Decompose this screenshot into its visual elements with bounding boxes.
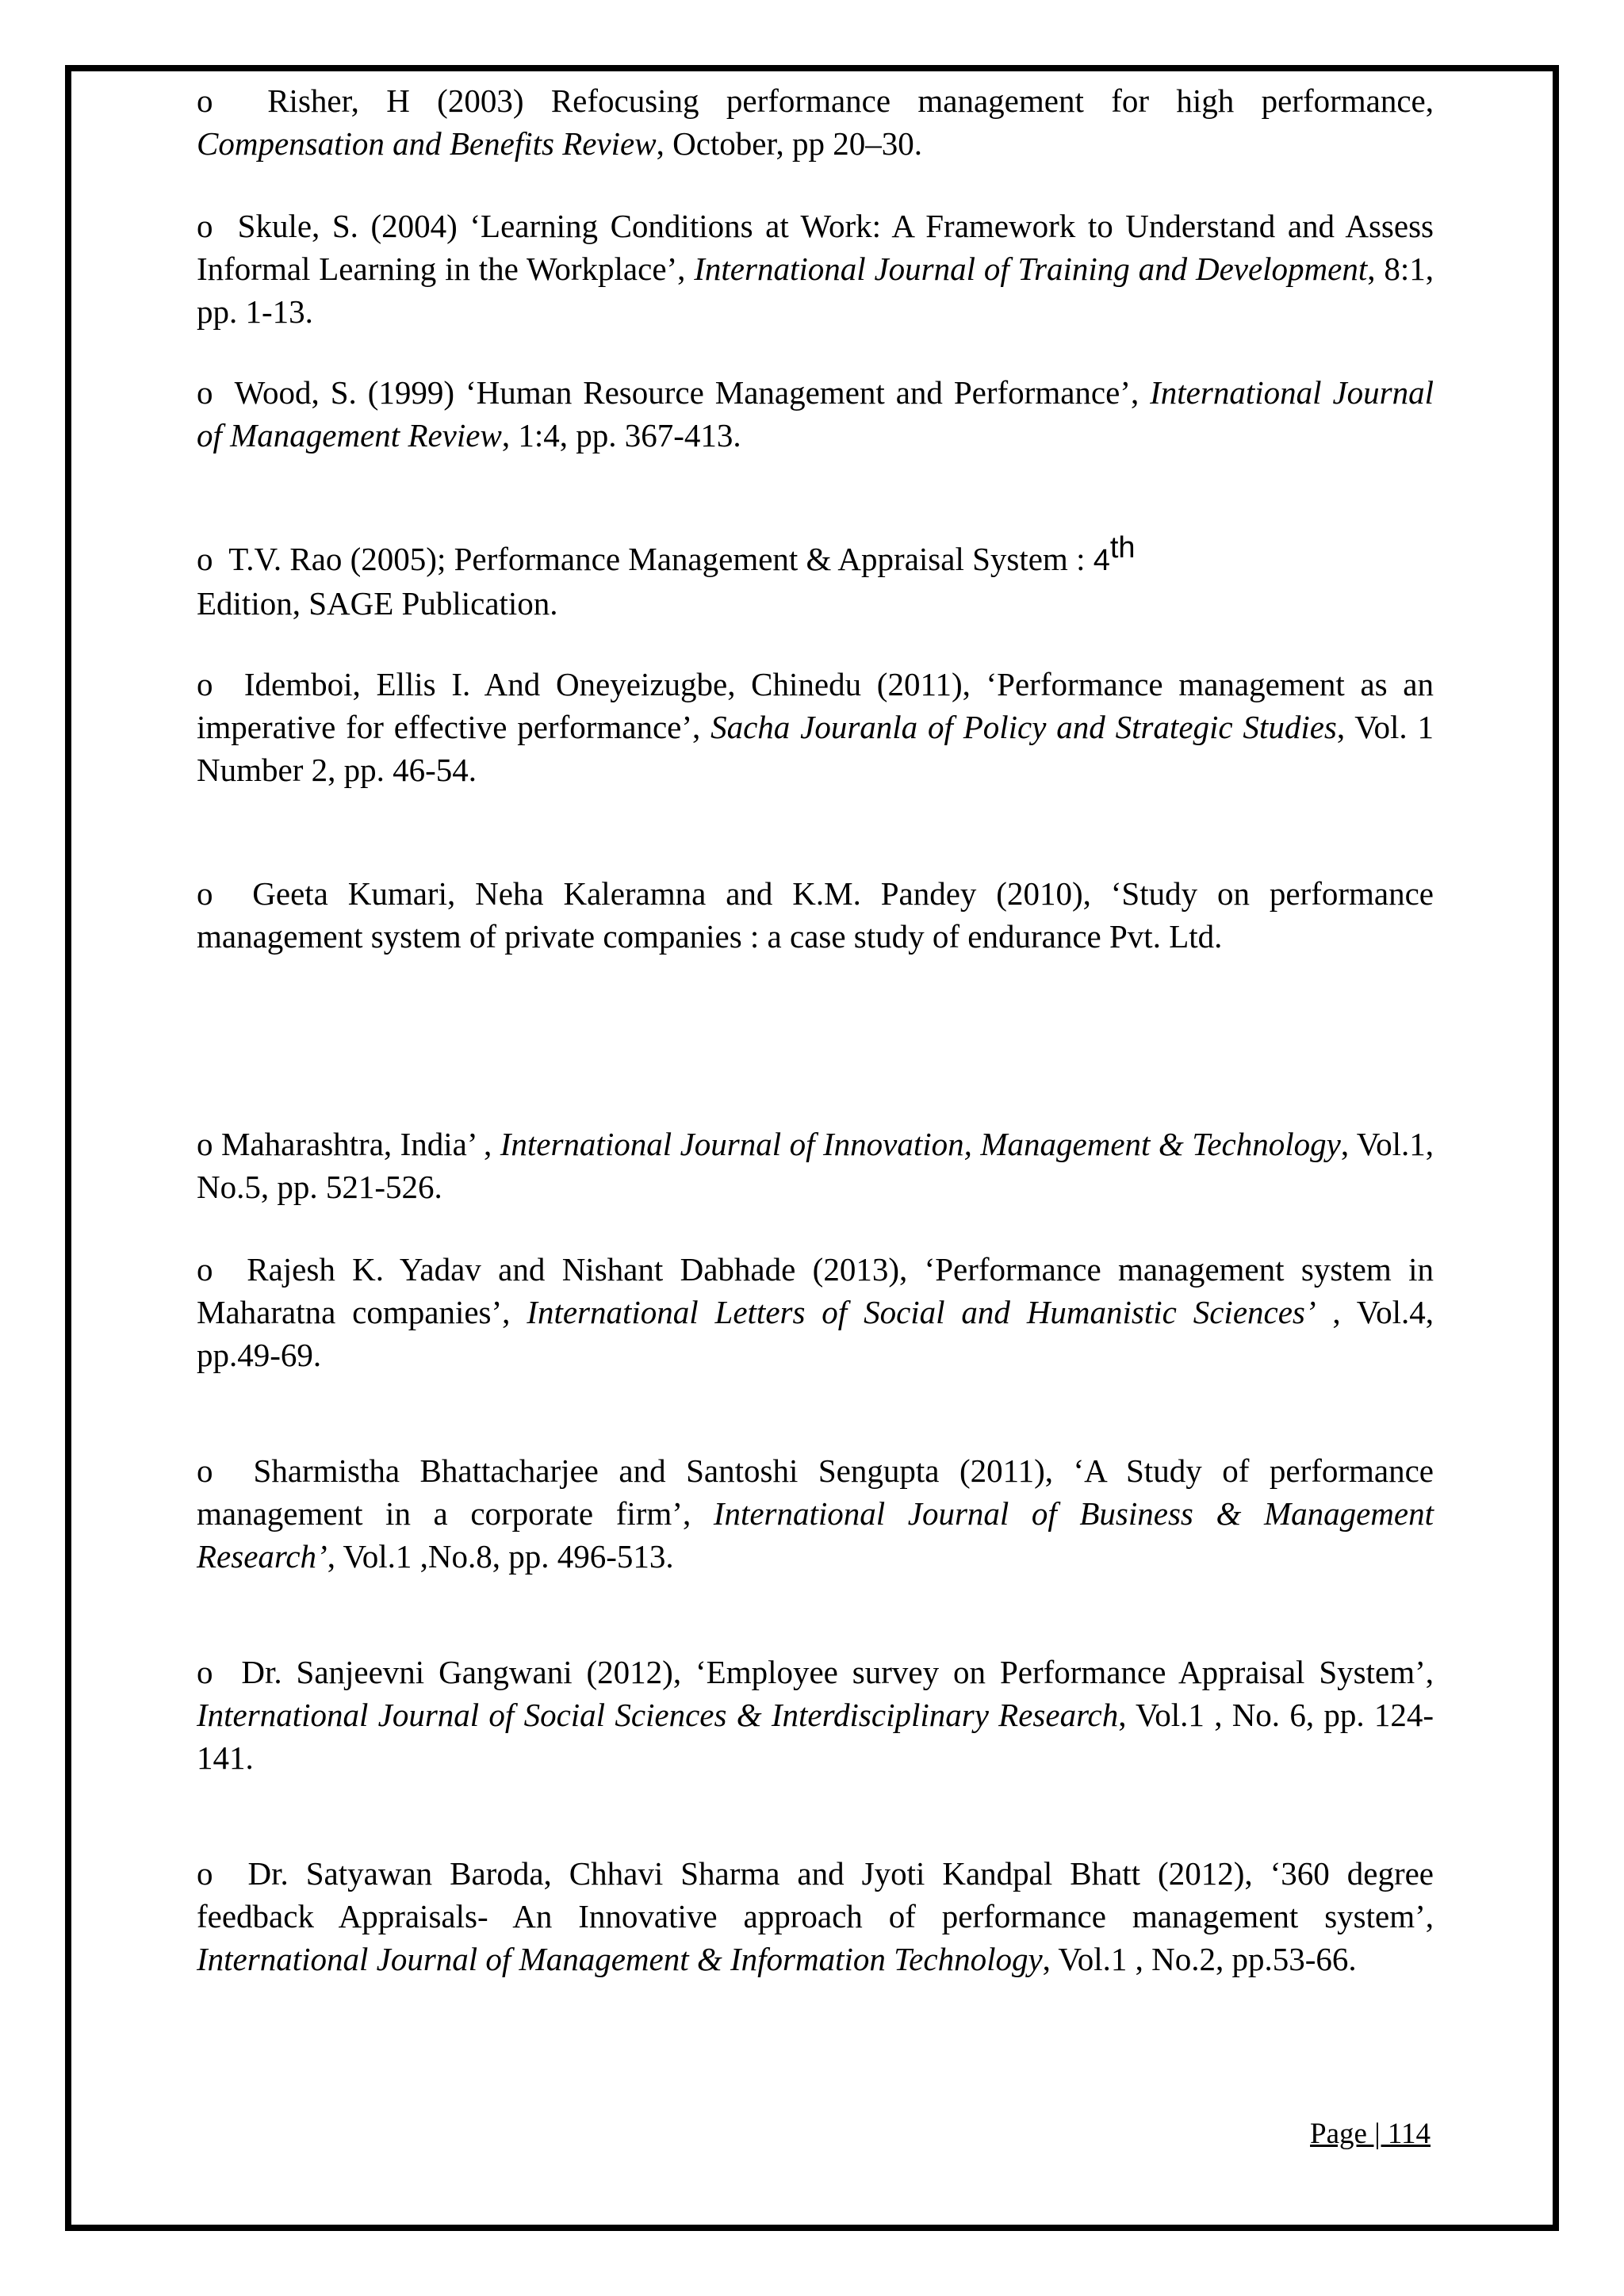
reference-entry: o Skule, S. (2004) ‘Learning Conditions at Work: A Framework to Understand and Assess Informal Learning in the Workplace’, International Journal of Training and Development, 8:1, pp. 1-13.: [197, 208, 1434, 330]
bullet: o: [197, 1452, 213, 1489]
reference-entry: o T.V. Rao (2005); Performance Management & Appraisal System : 4th Edition, SAGE Publication.: [197, 531, 1136, 622]
bullet: o: [197, 1251, 213, 1288]
journal-title: International Journal of Management & Information Technology: [197, 1941, 1043, 1977]
bullet: o: [197, 1654, 213, 1690]
reference-entry: o Rajesh K. Yadav and Nishant Dabhade (2013), ‘Performance management system in Maharatna companies’, International Letters of Social and Humanistic Sciences’ , Vol.4, pp.49-69.: [197, 1251, 1434, 1373]
journal-title: International Journal of Innovation, Management & Technology: [500, 1126, 1341, 1162]
bullet: o: [197, 541, 213, 577]
journal-title: International Journal of Training and Development: [694, 251, 1368, 287]
bullet: o: [197, 374, 213, 411]
journal-title: International Letters of Social and Humanistic Sciences’: [527, 1294, 1316, 1330]
edition-superscript: th: [1109, 531, 1136, 564]
bullet: o: [197, 208, 213, 244]
bullet: o: [197, 875, 213, 912]
bullet: o: [197, 1126, 213, 1162]
reference-entry: o Dr. Sanjeevni Gangwani (2012), ‘Employee survey on Performance Appraisal System’, International Journal of Social Sciences & Interdisciplinary Research, Vol.1 , No. 6, pp. 124-141.: [197, 1654, 1434, 1776]
journal-title: International Journal of Management Review: [197, 374, 1434, 453]
reference-entry: o Sharmistha Bhattacharjee and Santoshi Sengupta (2011), ‘A Study of performance management in a corporate firm’, International Journal of Business & Management Research’, Vol.1 ,No.8, pp. 496-513.: [197, 1452, 1434, 1575]
journal-title: International Journal of Business & Management Research’: [197, 1495, 1434, 1575]
reference-entry: o Geeta Kumari, Neha Kaleramna and K.M. Pandey (2010), ‘Study on performance management system of private companies : a case study of endurance Pvt. Ltd.: [197, 875, 1434, 955]
bullet: o: [197, 1855, 213, 1892]
journal-title: International Journal of Social Sciences & Interdisciplinary Research: [197, 1697, 1119, 1733]
reference-entry: o Maharashtra, India’ , International Journal of Innovation, Management & Technology, Vol.1, No.5, pp. 521-526.: [197, 1126, 1434, 1205]
journal-title: Sacha Jouranla of Policy and Strategic Studies: [710, 709, 1337, 745]
reference-entry: o Idemboi, Ellis I. And Oneyeizugbe, Chinedu (2011), ‘Performance management as an imperative for effective performance’, Sacha Jouranla of Policy and Strategic Studies, Vol. 1 Number 2, pp. 46-54.: [197, 666, 1434, 788]
page-number: Page | 114: [1310, 2118, 1431, 2150]
journal-title: Compensation and Benefits Review: [197, 125, 657, 162]
bullet: o: [197, 666, 213, 702]
reference-entry: o Risher, H (2003) Refocusing performance management for high performance, Compensation and Benefits Review, October, pp 20–30.: [197, 82, 1434, 162]
edition-number: 4: [1093, 544, 1110, 577]
reference-entry: o Wood, S. (1999) ‘Human Resource Management and Performance’, International Journal of Management Review, 1:4, pp. 367-413.: [197, 374, 1434, 453]
bullet: o: [197, 82, 213, 119]
reference-entry: o Dr. Satyawan Baroda, Chhavi Sharma and Jyoti Kandpal Bhatt (2012), ‘360 degree feedback Appraisals- An Innovative approach of performance management system’, International Journal of Management & Information Technology, Vol.1 , No.2, pp.53-66.: [197, 1855, 1434, 1977]
